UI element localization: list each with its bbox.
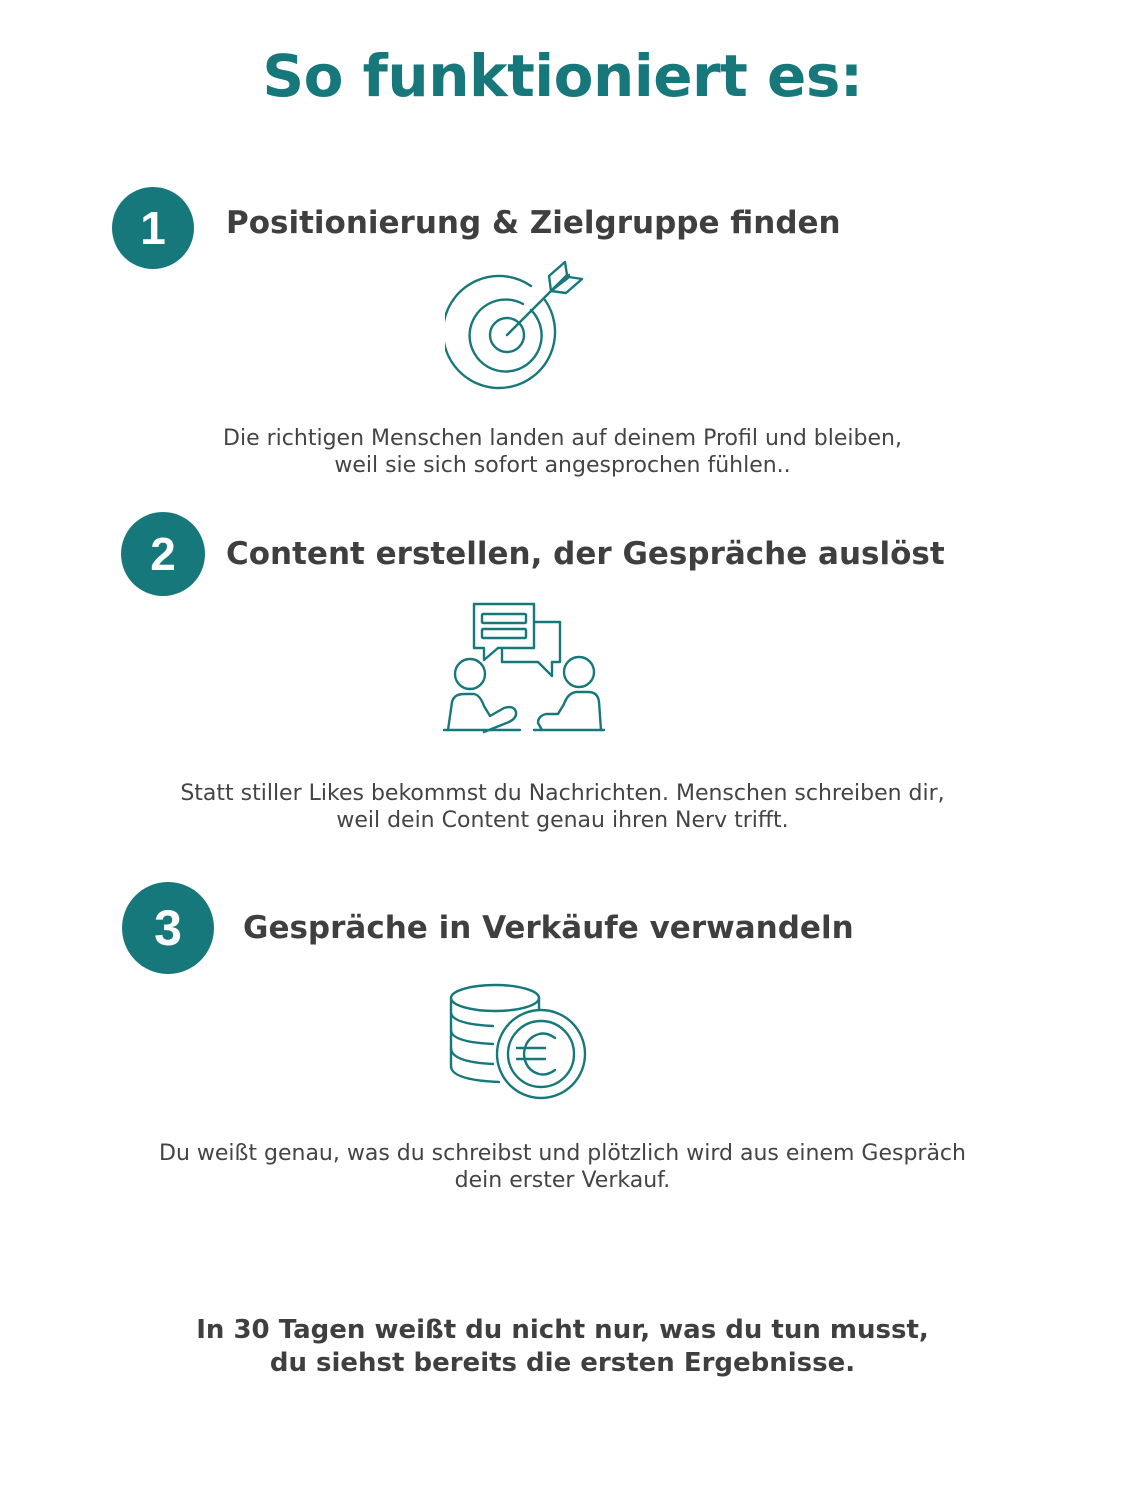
step-2-description <box>0 780 1125 834</box>
target-arrow-icon <box>445 258 590 393</box>
closing-statement-line-1: In 30 Tagen weißt du nicht nur, was du tun musst, <box>196 1315 929 1345</box>
closing-statement <box>0 1314 1125 1380</box>
step-3-title: Gespräche in Verkäufe verwandeln <box>243 910 854 946</box>
step-2-description-line-2: weil dein Content genau ihren Nerv trifft. <box>336 808 789 833</box>
step-1-description-line-1: Die richtigen Menschen landen auf deinem Profil und bleiben, <box>223 426 902 451</box>
conversation-icon <box>442 602 607 734</box>
step-1-description-line-2: weil sie sich sofort angesprochen fühlen.. <box>334 453 791 478</box>
step-2-title: Content erstellen, der Gespräche auslöst <box>226 536 945 572</box>
step-1-badge: 1 <box>112 187 194 269</box>
step-2-description-line-1: Statt stiller Likes bekommst du Nachrichten. Menschen schreiben dir, <box>180 781 945 806</box>
step-1-description <box>0 425 1125 479</box>
page-title: So funktioniert es: <box>262 42 863 110</box>
step-3-description-line-2: dein erster Verkauf. <box>454 1168 671 1193</box>
step-3-description-line-1: Du weißt genau, was du schreibst und plötzlich wird aus einem Gespräch <box>159 1141 966 1166</box>
euro-coins-icon <box>443 982 591 1104</box>
closing-statement-line-2: du siehst bereits die ersten Ergebnisse. <box>269 1348 856 1378</box>
step-1-title: Positionierung & Zielgruppe finden <box>226 205 841 241</box>
step-2-badge: 2 <box>121 512 205 596</box>
step-3-badge: 3 <box>122 882 214 974</box>
step-3-description <box>0 1140 1125 1194</box>
